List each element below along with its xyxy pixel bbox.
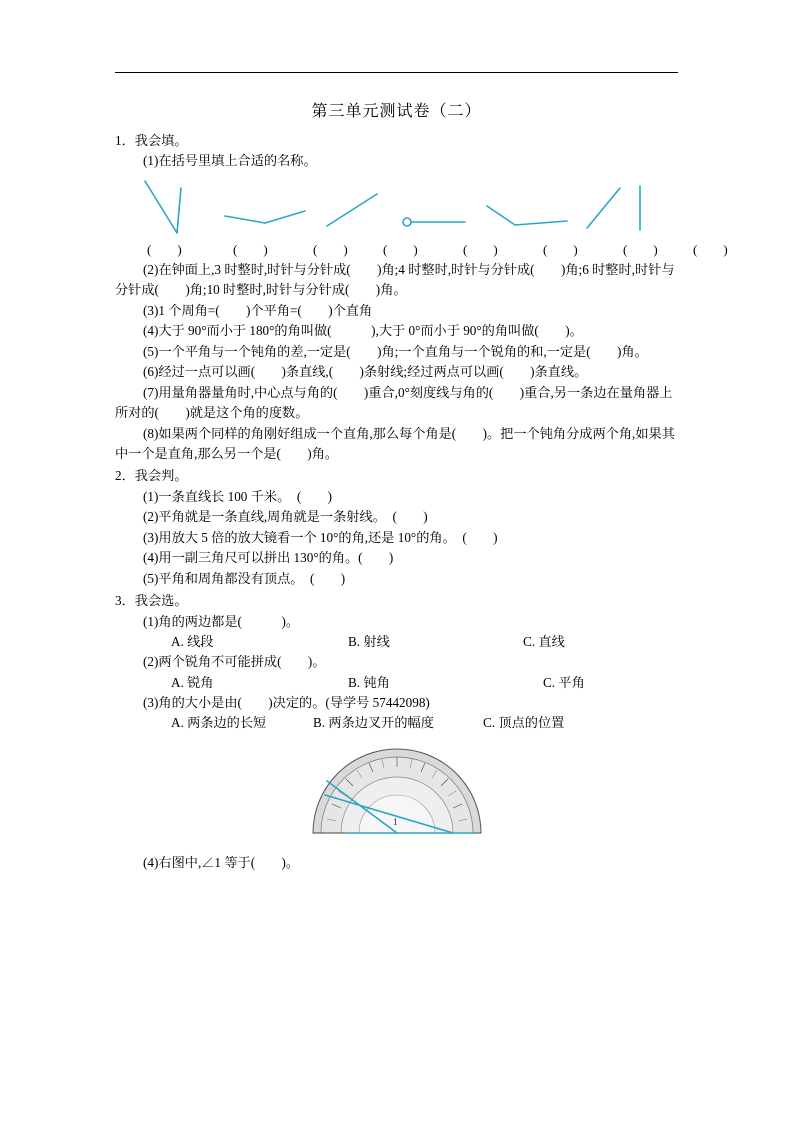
question-1-8: (8)如果两个同样的角刚好组成一个直角,那么每个角是( )。把一个钝角分成两个角,如果其中一个是直角,那么另一个是( )角。 <box>115 425 675 461</box>
worksheet-content <box>115 131 728 874</box>
question-1-6: (6)经过一点可以画( )条直线,( )条射线;经过两点可以画( )条直线。 <box>143 364 588 380</box>
choice-3-1-b[interactable]: B. 射线 <box>348 634 390 650</box>
question-2-3: (3)用放大 5 倍的放大镜看一个 10°的角,还是 10°的角。 ( ) <box>143 529 498 545</box>
question-1-3: (3)1 个周角=( )个平角=( )个直角 <box>143 302 373 318</box>
question-2-5: (5)平角和周角都没有顶点。 ( ) <box>143 570 346 586</box>
choices-3-2 <box>115 673 678 693</box>
question-3-2: (2)两个锐角不可能拼成( )。 <box>143 654 326 670</box>
question-2-2: (2)平角就是一条直线,周角就是一条射线。 ( ) <box>143 509 428 525</box>
section-2-number: 2． <box>115 468 135 484</box>
paren-3[interactable]: ( ) <box>313 241 348 257</box>
angle-figures-svg <box>115 178 678 240</box>
choices-3-3 <box>115 713 678 733</box>
question-1-5: (5)一个平角与一个钝角的差,一定是( )角;一个直角与一个锐角的和,一定是( )角。 <box>143 343 648 359</box>
question-1-4: (4)大于 90°而小于 180°的角叫做( ),大于 0°而小于 90°的角叫做( )。 <box>143 323 583 339</box>
protractor-angle-label: 1 <box>392 816 397 827</box>
question-3-3: (3)角的大小是由( )决定的。(导学号 57442098) <box>143 694 430 710</box>
section-1-number: 1． <box>115 133 135 148</box>
question-3-4: (4)右图中,∠1 等于( )。 <box>143 855 300 871</box>
question-3-1: (1)角的两边都是( )。 <box>143 613 300 629</box>
paren-1[interactable]: ( ) <box>147 241 182 257</box>
section-2-heading <box>115 466 678 486</box>
choice-3-3-a[interactable]: A. 两条边的长短 <box>171 714 267 730</box>
section-1-title: 我会填。 <box>134 133 188 148</box>
section-3-heading <box>115 591 678 611</box>
choice-3-3-b[interactable]: B. 两条边叉开的幅度 <box>313 714 434 730</box>
choice-3-2-b[interactable]: B. 钝角 <box>348 674 390 690</box>
protractor-figure <box>115 743 678 847</box>
section-2-title: 我会判。 <box>134 468 188 484</box>
paren-7[interactable]: ( ) <box>623 241 658 257</box>
section-1-heading <box>115 131 678 151</box>
choice-3-1-c[interactable]: C. 直线 <box>523 634 565 650</box>
question-1-7: (7)用量角器量角时,中心点与角的( )重合,0°刻度线与角的( )重合,另一条边在量角器上所对的( )就是这个角的度数。 <box>115 384 673 421</box>
choice-3-3-c[interactable]: C. 顶点的位置 <box>483 714 565 730</box>
choice-3-2-c[interactable]: C. 平角 <box>543 674 585 690</box>
paren-8[interactable]: ( ) <box>693 241 728 257</box>
question-2-4: (4)用一副三角尺可以拼出 130°的角。( ) <box>143 550 394 566</box>
choice-3-2-a[interactable]: A. 锐角 <box>171 674 214 690</box>
choice-3-1-a[interactable]: A. 线段 <box>171 634 214 650</box>
protractor-svg <box>307 743 487 841</box>
header-rule <box>115 72 678 73</box>
section-3-title: 我会选。 <box>134 593 188 609</box>
paren-5[interactable]: ( ) <box>463 241 498 257</box>
section-3-number: 3． <box>115 593 135 609</box>
angle-figures <box>115 178 678 240</box>
paren-2[interactable]: ( ) <box>233 241 268 257</box>
choices-3-1 <box>115 632 678 652</box>
question-1-2: (2)在钟面上,3 时整时,时针与分针成( )角;4 时整时,时针与分针成( )角;6 时整时,时针与分针成( )角;10 时整时,时针与分针成( )角。 <box>115 261 675 298</box>
paren-6[interactable]: ( ) <box>543 241 578 257</box>
question-1-1: (1)在括号里填上合适的名称。 <box>143 153 317 169</box>
angle-answer-parens <box>115 240 728 258</box>
paren-4[interactable]: ( ) <box>383 241 418 257</box>
page-title: 第三单元测试卷（二） <box>311 103 482 120</box>
question-2-1: (1)一条直线长 100 千米。 ( ) <box>143 488 332 504</box>
